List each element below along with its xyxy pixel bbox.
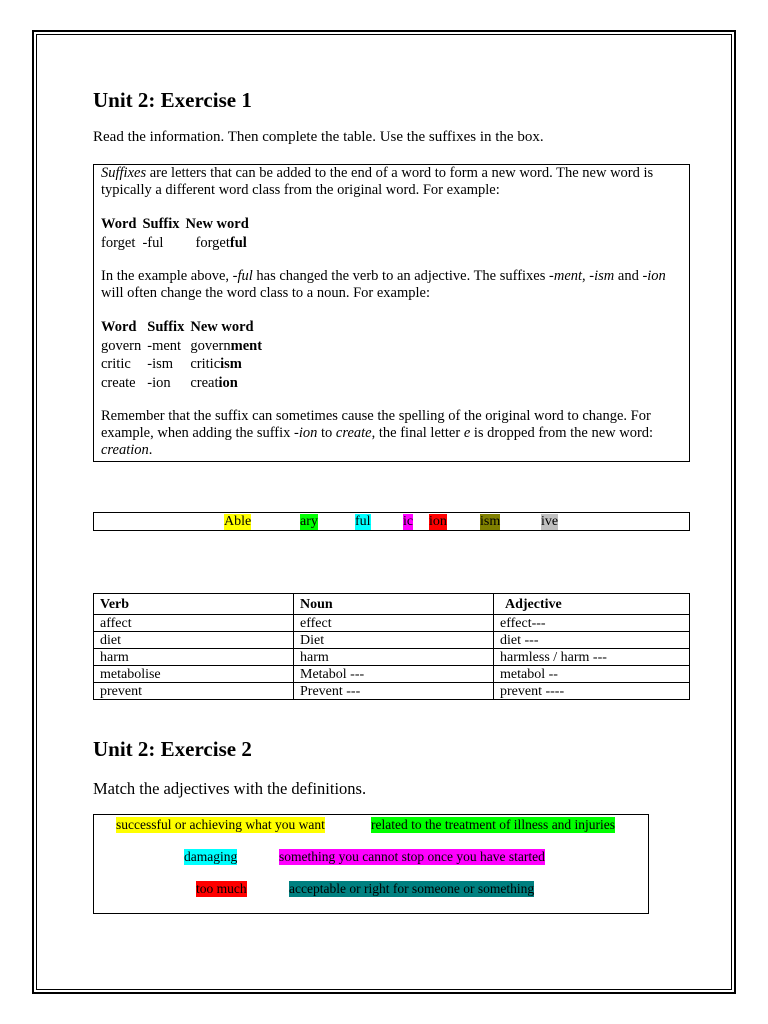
definition-item: successful or achieving what you want <box>116 817 325 832</box>
table-row: metabolise Metabol --- metabol -- <box>94 666 690 683</box>
exercise-2-instruction: Match the adjectives with the definitions. <box>93 779 367 798</box>
info-intro: Suffixes are letters that can be added to the end of a word to form a new word. The new word is typically a different word class from the original word. For example: <box>101 165 654 198</box>
definition-item: too much <box>196 881 247 896</box>
suffix-ic: ic <box>403 514 414 529</box>
word-class-table <box>93 593 690 700</box>
info-remember: Remember that the suffix can sometimes cause the spelling of the original word to change. For example, when adding the suffix -ion to create, the final letter e is dropped from the new word: creation. <box>101 408 654 458</box>
definition-item: related to the treatment of illness and injuries <box>371 817 616 832</box>
table-row: diet Diet diet --- <box>94 632 690 649</box>
definition-item: something you cannot stop once you have started <box>279 849 545 864</box>
suffix-ism: ism <box>480 514 501 529</box>
exercise-2-title: Unit 2: Exercise 2 <box>93 737 252 761</box>
table-row: affect effect effect--- <box>94 615 690 632</box>
suffix-ful: ful <box>355 514 371 529</box>
header-noun: Noun <box>294 594 494 615</box>
suffix-ary: ary <box>300 514 318 529</box>
suffix-info-box <box>93 164 690 462</box>
header-adjective: Adjective <box>494 594 690 615</box>
definitions-box <box>93 814 649 914</box>
header-verb: Verb <box>94 594 294 615</box>
definition-item: acceptable or right for someone or something <box>289 881 535 896</box>
suffix-ive: ive <box>541 514 559 529</box>
suffix-word-box <box>93 512 690 531</box>
table-row: prevent Prevent --- prevent ---- <box>94 683 690 700</box>
suffix-able: Able <box>224 514 252 529</box>
exercise-1-instruction: Read the information. Then complete the table. Use the suffixes in the box. <box>93 129 544 145</box>
suffix-ion: ion <box>429 514 447 529</box>
exercise-1-title: Unit 2: Exercise 1 <box>93 88 252 112</box>
table-header-row <box>94 594 690 615</box>
example-table-2: Word Suffix New word govern -ment government critic -ism criticism create -ion creation <box>101 319 263 391</box>
info-middle: In the example above, -ful has changed the verb to an adjective. The suffixes -ment, -ism and -ion will often change the word class to a noun. For example: <box>101 268 666 301</box>
example-table-1: Word Suffix New word forget -ful forgetful <box>101 216 249 251</box>
definition-item: damaging <box>184 849 238 864</box>
table-row: harm harm harmless / harm --- <box>94 649 690 666</box>
